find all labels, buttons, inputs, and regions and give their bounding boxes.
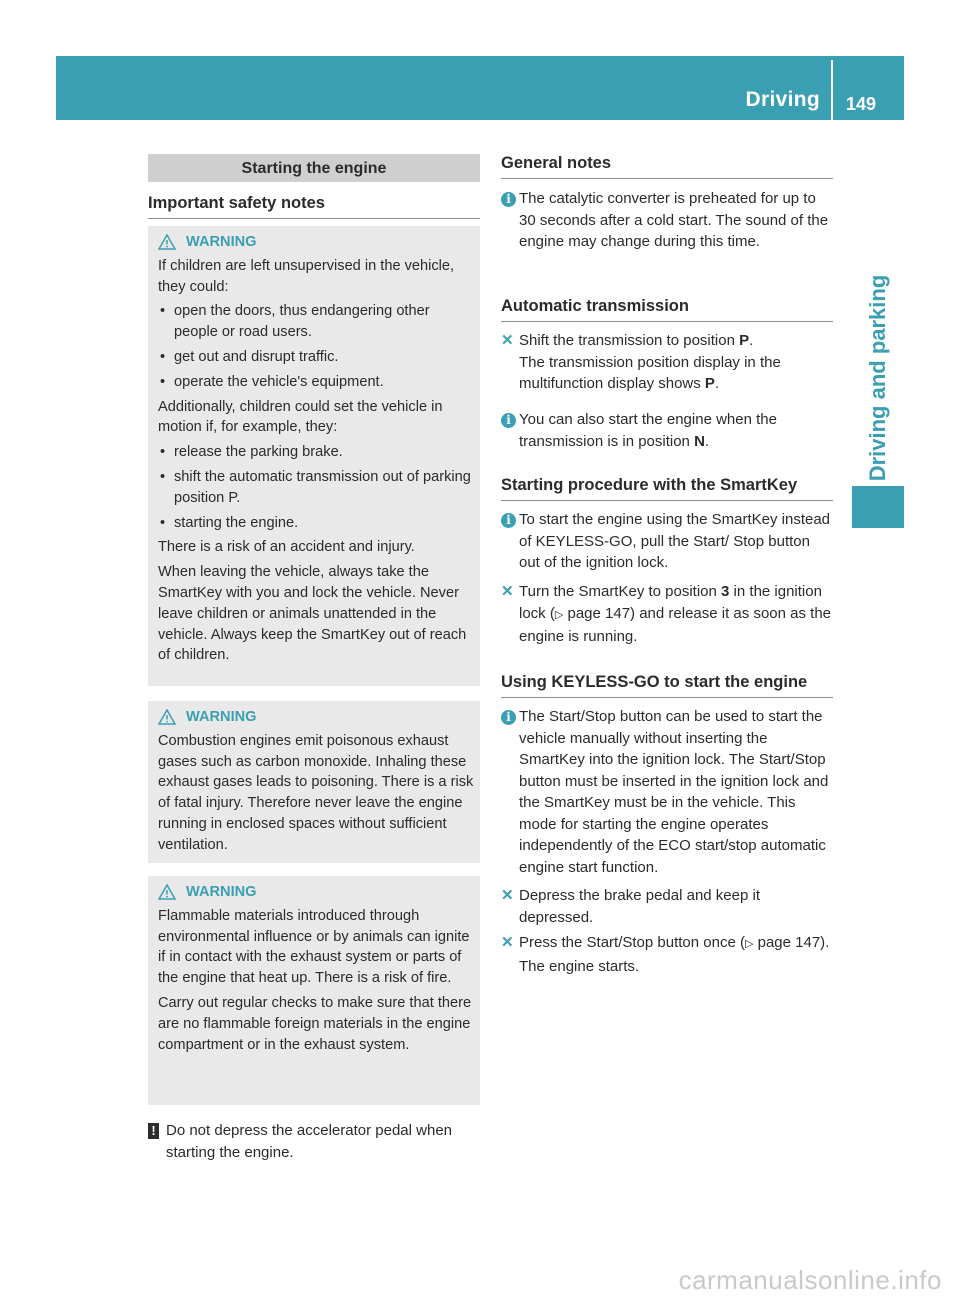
info-icon: i	[501, 513, 516, 528]
warning-triangle-icon	[158, 234, 176, 250]
warning-label: WARNING	[186, 709, 257, 725]
step-text: Shift the transmission to position P. The transmission position display in the multifunction display shows P.	[519, 332, 781, 392]
list-item: • release the parking brake.	[160, 444, 343, 461]
heading-automatic-transmission: Automatic transmission	[501, 297, 833, 322]
page-ref-arrow-icon: ▷	[744, 938, 754, 950]
warning-box-fire	[148, 876, 480, 1105]
instruction-step	[501, 885, 833, 928]
warning-text: Additionally, children could set the vehicle in motion if, for example, they:	[158, 398, 443, 436]
warning-text: Flammable materials introduced through environmental influence or by animals can ignite if in contact with the exhaust system or parts of the engine that heat up. There is a risk of fire.	[158, 907, 470, 987]
warning-box-children	[148, 226, 480, 686]
heading-general-notes: General notes	[501, 154, 833, 179]
caution-icon: !	[148, 1123, 159, 1139]
page-number: 149	[846, 94, 877, 114]
warning-title	[158, 232, 474, 253]
warning-text: Carry out regular checks to make sure that there are no flammable foreign materials in the engine compartment or in the exhaust system.	[158, 994, 472, 1053]
warning-title	[158, 882, 474, 903]
list-item: • starting the engine.	[160, 514, 299, 531]
watermark: carmanualsonline.info	[678, 1265, 942, 1295]
warning-title	[158, 707, 474, 728]
warning-text: When leaving the vehicle, always take the SmartKey with you and lock the vehicle. Never leave children or animals unattended in the vehicle. Always keep the SmartKey out of reach of children.	[158, 564, 467, 664]
step-text: Turn the SmartKey to position 3 in the ignition lock (▷ page 147) and release it as soon as the engine is running.	[519, 583, 831, 645]
info-text: The Start/Stop button can be used to start the vehicle manually without inserting the SmartKey into the ignition lock. The Start/Stop button must be inserted in the ignition lock and the SmartKey must be in the vehicle. This mode for starting the engine operates independently of the ECO start/stop automatic engine start function.	[519, 708, 829, 876]
instruction-step	[501, 581, 833, 648]
info-text: You can also start the engine when the transmission is in position N.	[519, 411, 777, 450]
header-title: Driving	[745, 88, 820, 111]
heading-safety-notes: Important safety notes	[148, 194, 480, 219]
step-text: Press the Start/Stop button once (▷ page 147). The engine starts.	[519, 934, 830, 975]
info-text: The catalytic converter is preheated for up to 30 seconds after a cold start. The sound of the engine may change during this time.	[519, 190, 829, 250]
info-icon: i	[501, 192, 516, 207]
warning-text: There is a risk of an accident and injury.	[158, 539, 415, 556]
info-note	[501, 409, 833, 452]
side-tab-label: Driving and parking	[865, 274, 890, 482]
header-separator	[831, 60, 833, 120]
list-item: • operate the vehicle's equipment.	[160, 373, 384, 390]
instruction-step	[501, 330, 833, 395]
warning-triangle-icon	[158, 884, 176, 900]
step-arrow-icon: ✕	[501, 887, 514, 904]
step-arrow-icon: ✕	[501, 934, 514, 951]
step-arrow-icon: ✕	[501, 332, 514, 349]
warning-text: Combustion engines emit poisonous exhaust gases such as carbon monoxide. Inhaling these exhaust gases leads to poisoning. There is a risk of fatal injury. Therefore never leave the engine running in enclosed spaces without sufficient ventilation.	[158, 732, 474, 853]
warning-triangle-icon	[158, 709, 176, 725]
section-title: Starting the engine	[148, 154, 480, 182]
warning-label: WARNING	[186, 234, 257, 250]
instruction-step	[501, 932, 833, 977]
heading-smartkey: Starting procedure with the SmartKey	[501, 476, 833, 501]
info-note	[501, 509, 833, 574]
warning-text: If children are left unsupervised in the vehicle, they could:	[158, 257, 455, 295]
caution-note	[148, 1120, 480, 1163]
step-arrow-icon: ✕	[501, 583, 514, 600]
info-note	[501, 188, 833, 253]
warning-box-exhaust	[148, 701, 480, 863]
caution-text: Do not depress the accelerator pedal when starting the engine.	[166, 1122, 453, 1161]
info-note	[501, 706, 833, 878]
step-text: Depress the brake pedal and keep it depressed.	[519, 887, 760, 926]
list-item: • open the doors, thus endangering other people or road users.	[160, 303, 430, 341]
page-ref-arrow-icon: ▷	[554, 608, 564, 621]
warning-label: WARNING	[186, 884, 257, 900]
info-icon: i	[501, 710, 516, 725]
heading-keyless-go: Using KEYLESS-GO to start the engine	[501, 673, 833, 698]
side-tab-marker	[852, 486, 904, 528]
info-text: To start the engine using the SmartKey instead of KEYLESS-GO, pull the Start/ Stop button out of the ignition lock.	[519, 511, 831, 571]
list-item: • get out and disrupt traffic.	[160, 348, 339, 365]
info-icon: i	[501, 413, 516, 428]
list-item: • shift the automatic transmission out of parking position P.	[160, 468, 471, 506]
